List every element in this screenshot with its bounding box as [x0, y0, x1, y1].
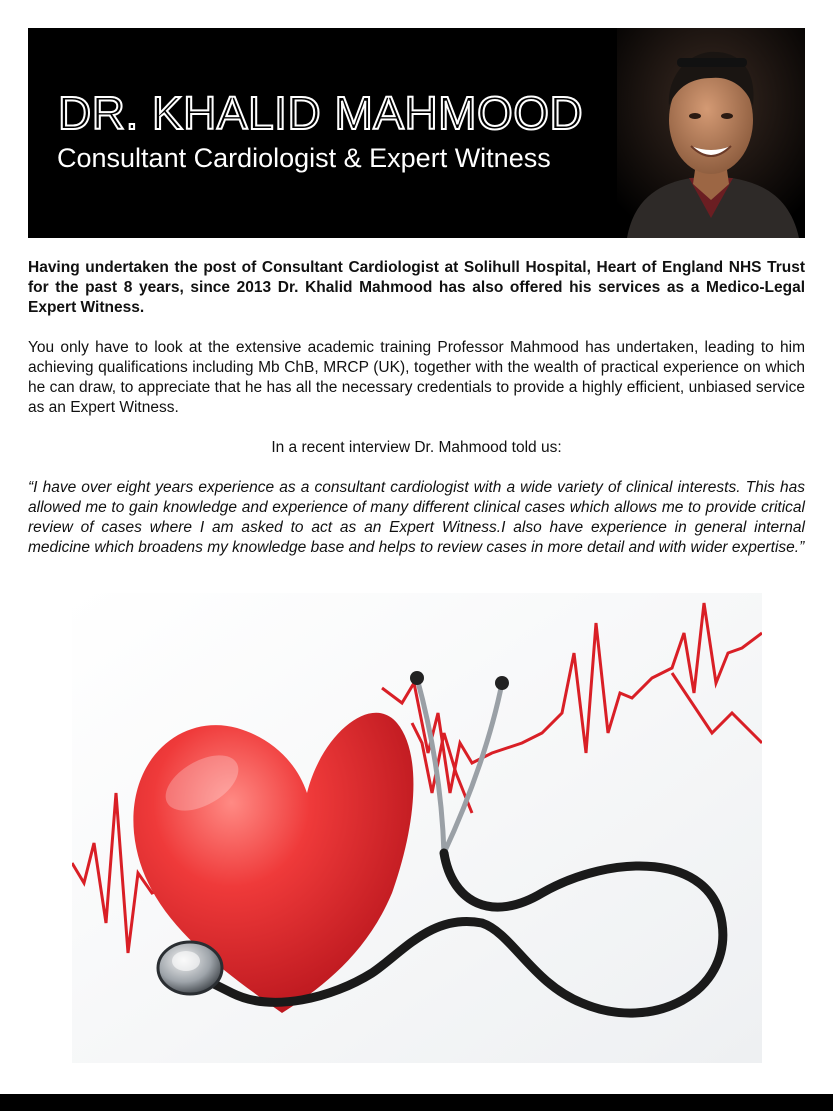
portrait-photo: [617, 28, 805, 238]
header-banner: [28, 28, 805, 238]
article-body: [28, 258, 805, 578]
heart-stethoscope-image: [72, 593, 762, 1063]
intro-paragraph: Having undertaken the post of Consultant Cardiologist at Solihull Hospital, Heart of England NHS Trust for the past 8 years, since 2013 Dr. Khalid Mahmood has also offered his services as a Medico-Legal Expert Witness.: [28, 259, 805, 316]
quote-paragraph: “I have over eight years experience as a consultant cardiologist with a wide variety of clinical interests. This has allowed me to gain knowledge and experience of many different clinical cases which allows me to provide critical review of cases where I am asked to act as an Expert Witness.I also have experience in general internal medicine which broadens my knowledge base and helps to review cases in more detail and with wider expertise.”: [28, 479, 805, 556]
doctor-title: Consultant Cardiologist & Expert Witness: [57, 143, 551, 173]
stethoscope-icon: [158, 942, 222, 994]
interview-intro: In a recent interview Dr. Mahmood told us:: [271, 439, 562, 456]
doctor-name: DR. KHALID MAHMOOD: [58, 87, 584, 139]
credentials-paragraph: You only have to look at the extensive academic training Professor Mahmood has undertaken, leading to him achieving qualifications including Mb ChB, MRCP (UK), together with the wealth of practical experience on which he can draw, to appreciate that he has all the necessary credentials to provide a highly efficient, unbiased service as an Expert Witness.: [28, 339, 805, 416]
footer-bar: [0, 1094, 833, 1111]
